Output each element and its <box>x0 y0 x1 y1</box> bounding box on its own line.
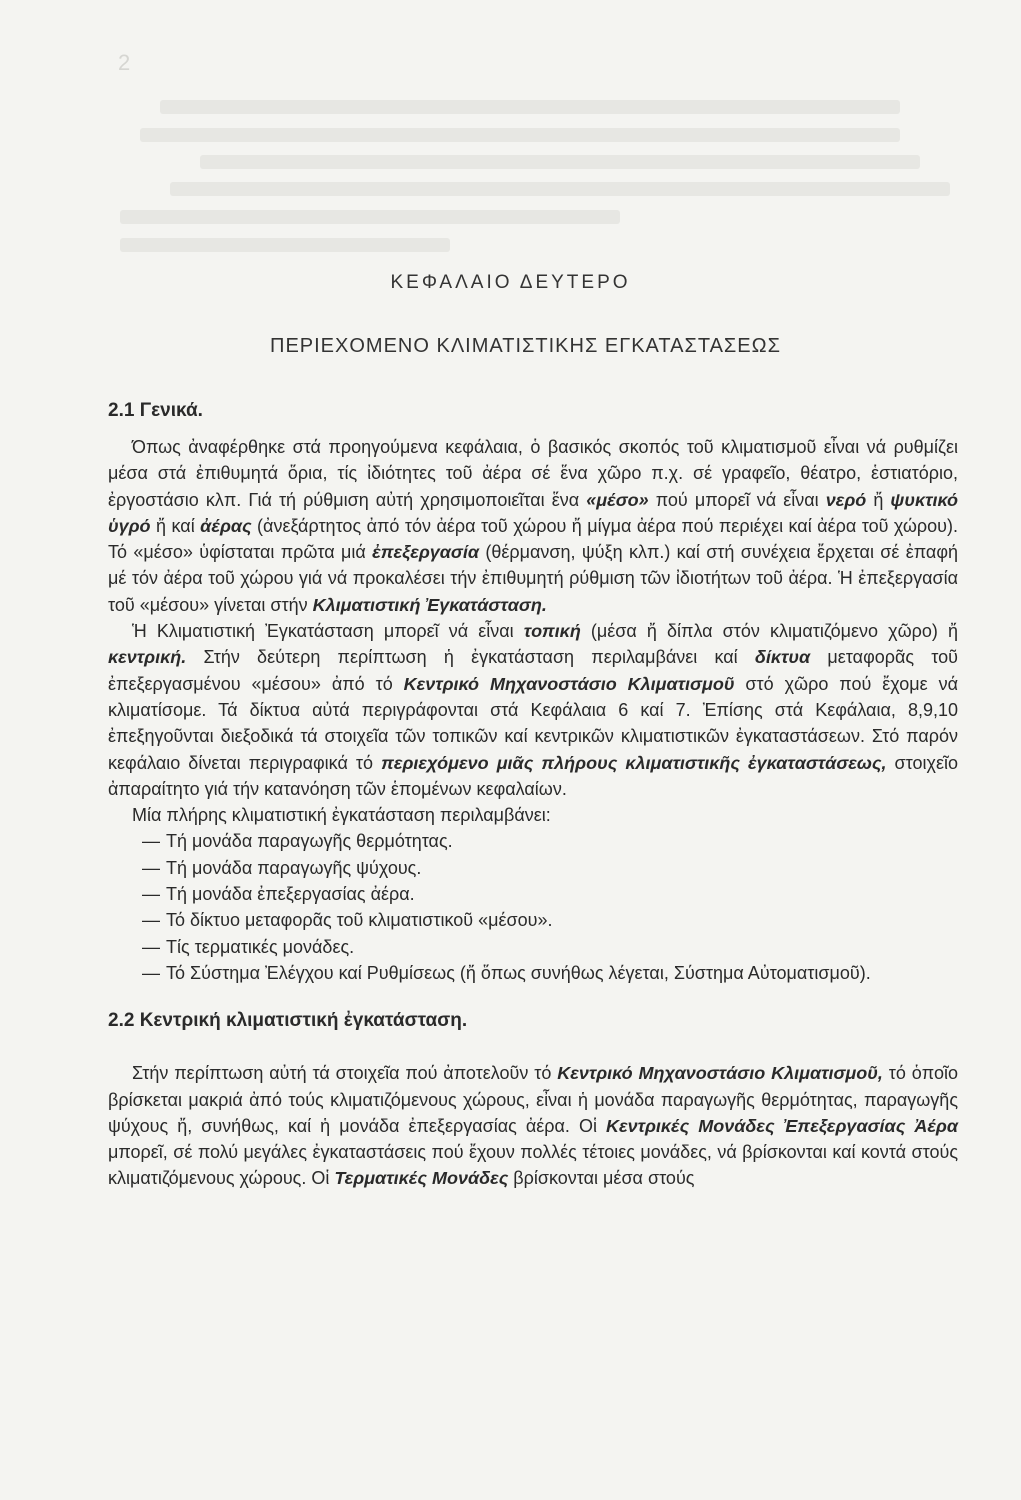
paragraph <box>108 1060 958 1191</box>
list-item-text: Τή μονάδα παραγωγῆς ψύχους. <box>166 857 422 878</box>
chapter-title: ΠΕΡΙΕΧΟΜΕΝΟ ΚΛΙΜΑΤΙΣΤΙΚΗΣ ΕΓΚΑΤΑΣΤΑΣΕΩΣ <box>270 335 781 357</box>
list-item-text: Τό δίκτυο μεταφορᾶς τοῦ κλιματιστικοῦ «μέσου». <box>166 910 553 931</box>
list-item-text: Τή μονάδα παραγωγῆς θερμότητας. <box>166 831 453 852</box>
section-heading-2-2: 2.2 Κεντρική κλιματιστική ἐγκατάσταση. <box>108 1010 468 1032</box>
text-run: Ἡ Κλιματιστική Ἐγκατάσταση μπορεῖ νά εἶναι <box>132 621 524 642</box>
section-heading-2-1: 2.1 Γενικά. <box>108 400 203 421</box>
text-run: ἤ <box>866 489 891 510</box>
emphasis: ἀέρας <box>200 515 252 536</box>
list-item <box>142 934 958 960</box>
show-through-bleed <box>0 0 1021 300</box>
component-list <box>108 828 958 986</box>
emphasis: περιεχόμενο μιᾶς πλήρους κλιματιστικῆς ἐγκαταστάσεως, <box>381 752 887 773</box>
text-run: (μέσα ἤ δίπλα στόν κλιματιζόμενο χῶρο) ἤ <box>580 621 958 642</box>
chapter-label: ΚΕΦΑΛΑΙΟ ΔΕΥΤΕΡΟ <box>390 272 631 293</box>
text-run: (ἀνεξάρτητος ἀπό τόν ἀέρα τοῦ χώρου ἤ μίγμα ἀέρα πού περιέχει καί ἀέρα τοῦ χώρου). Τό «μέσο» ὑφίσταται πρῶτα μιά <box>108 515 959 563</box>
body-text <box>108 398 958 1192</box>
text-run: Όπως ἀναφέρθηκε στά προηγούμενα κεφάλαια, ὁ βασικός σκοπός τοῦ κλιματισμοῦ εἶναι νά ρυθμίζει μέσα στά ἐπιθυμητά ὅρια, τίς ἰδιότητες τοῦ ἀέρα σέ ἕνα χῶρο π.χ. σέ γραφεῖο, θέατρο, ἑστιατόριο, ἐργοστάσιο κλπ. Γιά τή ρύθμιση αὐτή χρησιμοποιεῖται ἕνα <box>108 437 958 510</box>
emphasis: «μέσο» <box>586 489 649 510</box>
text-run: μπορεῖ, σέ πολύ μεγάλες ἐγκαταστάσεις πού ἔχουν πολλές τέτοιες μονάδες, νά βρίσκονται καί κοντά στούς κλιματιζόμενους χώρους. Οἱ <box>108 1142 958 1189</box>
list-item-text: Τίς τερματικές μονάδες. <box>166 936 355 957</box>
emphasis: κεντρική. <box>108 647 187 668</box>
emphasis: Κεντρικές Μονάδες Ἐπεξεργασίας Ἀέρα <box>605 1115 958 1136</box>
text-run: Στήν δεύτερη περίπτωση ἡ ἐγκατάσταση περιλαμβάνει καί <box>186 647 755 668</box>
paragraph <box>108 434 958 618</box>
dash-marker: — <box>142 962 160 983</box>
emphasis: νερό <box>825 489 867 510</box>
emphasis: Κεντρικό Μηχανοστάσιο Κλιματισμοῦ, <box>557 1063 883 1084</box>
text-run: στοιχεῖο ἀπαραίτητο γιά τήν κατανόηση τῶν ἑπομένων κεφαλαίων. <box>108 752 958 799</box>
text-run: τό ὁποῖο βρίσκεται μακριά ἀπό τούς κλιματιζόμενους χώρους, εἶναι ἡ μονάδα παραγωγῆς θερμότητας, παραγωγῆς ψύχους ἤ, συνήθως, καί ἡ μονάδα ἐπεξεργασίας ἀέρα. Οἱ <box>108 1063 958 1136</box>
text-run: (θέρμανση, ψύξη κλπ.) καί στή συνέχεια ἔρχεται σέ ἐπαφή μέ τόν ἀέρα τοῦ χώρου γιά νά προκαλέσει τήν ἐπιθυμητή ρύθμιση τῶν ἰδιοτήτων τοῦ ἀέρα. Ἡ ἐπεξεργασία τοῦ «μέσου» γίνεται στήν <box>108 542 959 615</box>
emphasis: Κλιματιστική Ἐγκατάσταση. <box>312 594 547 615</box>
paragraph: Μία πλήρης κλιματιστική ἐγκατάσταση περιλαμβάνει: <box>132 805 551 826</box>
emphasis: δίκτυα <box>754 647 811 668</box>
list-item <box>142 881 958 907</box>
page-number: 2 <box>118 50 131 75</box>
dash-marker: — <box>142 831 160 852</box>
dash-marker: — <box>142 910 160 931</box>
emphasis: τοπική <box>523 621 581 642</box>
text-run: πού μπορεῖ νά εἶναι <box>648 489 826 510</box>
emphasis: ψυκτικό ὑγρό <box>108 489 959 536</box>
list-item <box>142 828 958 854</box>
dash-marker: — <box>142 857 160 878</box>
emphasis: Τερματικές Μονάδες <box>334 1168 509 1189</box>
emphasis: Κεντρικό Μηχανοστάσιο Κλιματισμοῦ <box>403 673 735 694</box>
list-item <box>108 960 958 986</box>
list-item-text: Τό Σύστημα Ἐλέγχου καί Ρυθμίσεως (ἤ ὅπως συνήθως λέγεται, Σύστημα Αὐτοματισμοῦ). <box>166 962 871 983</box>
text-run: στό χῶρο πού ἔχομε νά κλιματίσομε. Τά δίκτυα αὐτά περιγράφονται στά Κεφάλαια 6 καί 7. Ἐπίσης στά Κεφάλαια, 8,9,10 ἐπεξηγοῦνται διεξοδικά τά στοιχεῖα τῶν τοπικῶν καί κεντρικῶν κλιματιστικῶν ἐγκαταστάσεων. Στό παρόν κεφάλαιο δίνεται περιγραφικά τό <box>108 673 958 773</box>
dash-marker: — <box>142 936 160 957</box>
text-run: ἤ καί <box>150 515 201 536</box>
emphasis: ἐπεξεργασία <box>372 542 480 563</box>
text-run: Στήν περίπτωση αὐτή τά στοιχεῖα πού ἀποτελοῦν τό <box>132 1063 558 1084</box>
list-item <box>142 907 958 933</box>
dash-marker: — <box>142 884 160 905</box>
text-run: μεταφορᾶς τοῦ ἐπεξεργασμένου «μέσου» ἀπό τό <box>108 647 958 694</box>
list-item <box>142 855 958 881</box>
list-item-text: Τή μονάδα ἐπεξεργασίας ἀέρα. <box>166 884 415 905</box>
paragraph <box>108 618 958 802</box>
text-run: βρίσκονται μέσα στούς <box>508 1168 695 1189</box>
